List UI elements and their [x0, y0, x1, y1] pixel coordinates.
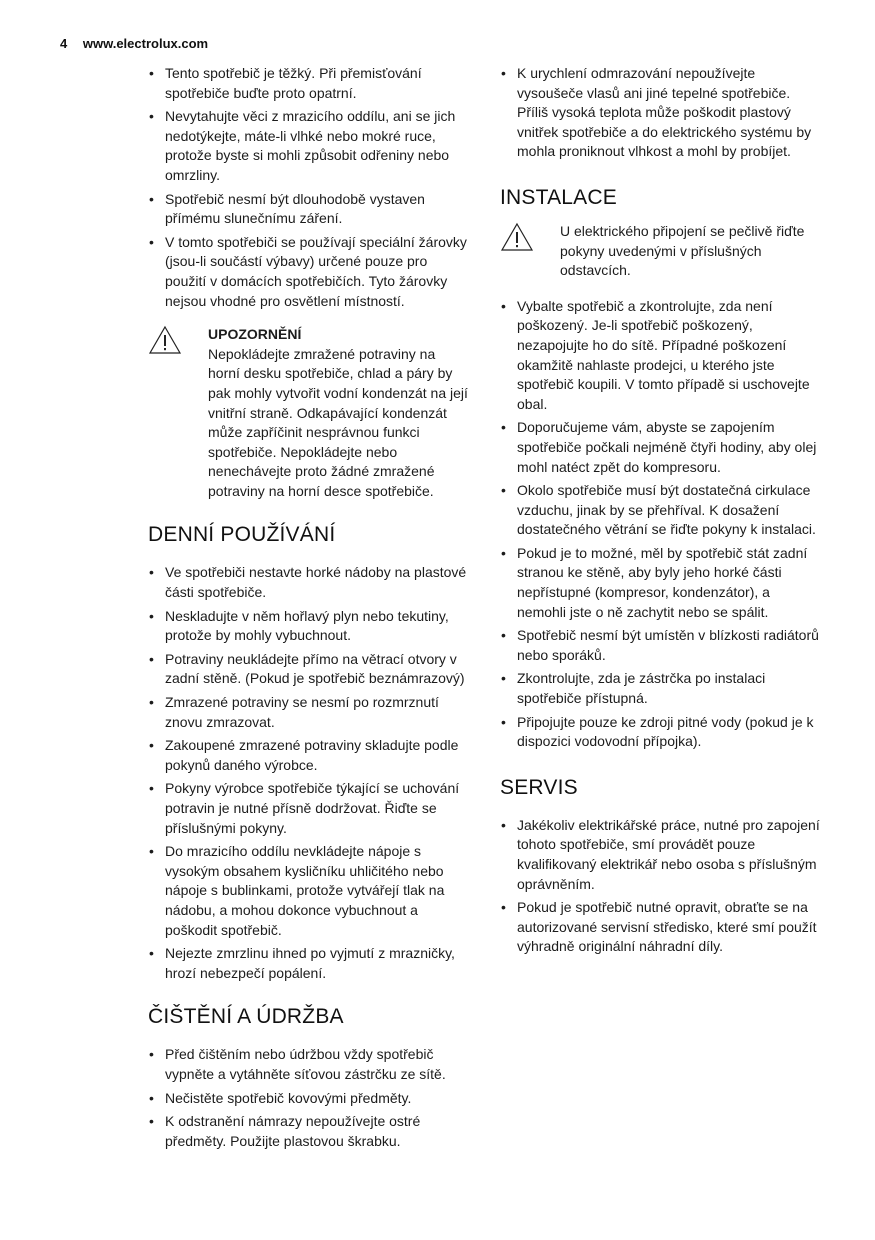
service-list: [500, 816, 822, 957]
daily-use-list: [148, 563, 470, 983]
list-item: • Okolo spotřebiče musí být dostatečná cirkulace vzduchu, jinak by se přehříval. K dosažení dostatečného větrání se řiďte pokyny k instalaci.: [500, 481, 822, 540]
list-item: • Připojujte pouze ke zdroji pitné vody (pokud je k dispozici vodovodní přípojka).: [500, 713, 822, 752]
list-item: • Nevytahujte věci z mrazicího oddílu, ani se jich nedotýkejte, máte-li vlhké nebo mokré ruce, protože byste si mohli způsobit odřeniny nebo omrzliny.: [148, 107, 470, 185]
site-url: www.electrolux.com: [82, 36, 209, 51]
list-item: • Spotřebič nesmí být dlouhodobě vystaven přímému slunečnímu záření.: [148, 190, 470, 229]
right-column: [500, 64, 822, 961]
list-item: • Potraviny neukládejte přímo na větrací otvory v zadní stěně. (Pokud je spotřebič beznámrazový): [148, 650, 470, 689]
page-number: 4: [60, 36, 68, 51]
list-item: • K urychlení odmrazování nepoužívejte vysoušeče vlasů ani jiné tepelné spotřebiče. Příliš vysoká teplota může poškodit plastový vnitřek spotřebiče a do elektrického systému by mohla proniknout vlhkost a mohl by probíjet.: [500, 64, 822, 162]
list-item: • Pokud je spotřebič nutné opravit, obraťte se na autorizované servisní středisko, které smí použít výhradně originální náhradní díly.: [500, 898, 822, 957]
list-item: • Zakoupené zmrazené potraviny skladujte podle pokynů daného výrobce.: [148, 736, 470, 775]
list-item: • Před čištěním nebo údržbou vždy spotřebič vypněte a vytáhněte síťovou zástrčku ze sítě.: [148, 1045, 470, 1084]
page-header: [60, 36, 208, 51]
section-title-installation: INSTALACE: [500, 185, 617, 209]
section-title-cleaning: ČIŠTĚNÍ A ÚDRŽBA: [148, 1005, 344, 1029]
warning-triangle-icon: [500, 222, 560, 281]
installation-list: [500, 297, 822, 752]
warning-text: Nepokládejte zmražené potraviny na horní desku spotřebiče, chlad a páry by pak mohly vytvořit vodní kondenzát na její vnitřní straně. Odkapávající kondenzát může zapříčinit nesprávnou funkci spotřebiče. Nepokládejte nebo nenechávejte proto žádné zmražené potraviny na horní desce spotřebiče.: [208, 345, 468, 499]
section-title-service: SERVIS: [500, 775, 578, 799]
warning-title: UPOZORNĚNÍ: [208, 326, 302, 343]
warning-notice: [148, 325, 470, 501]
list-item: • Nečistěte spotřebič kovovými předměty.: [148, 1089, 470, 1109]
installation-warning: [500, 222, 822, 281]
list-item: • K odstranění námrazy nepoužívejte ostré předměty. Použijte plastovou škrabku.: [148, 1112, 470, 1151]
section-title-daily-use: DENNÍ POUŽÍVÁNÍ: [148, 523, 336, 547]
list-item: • Ve spotřebiči nestavte horké nádoby na plastové části spotřebiče.: [148, 563, 470, 602]
safety-list: [148, 64, 470, 311]
defrost-list: [500, 64, 822, 162]
list-item: • Do mrazicího oddílu nevkládejte nápoje s vysokým obsahem kysličníku uhličitého nebo nápoje s bublinkami, protože vytvářejí tlak na nádobu, a mohou dokonce vybuchnout a poškodit spotřebič.: [148, 842, 470, 940]
list-item: • Spotřebič nesmí být umístěn v blízkosti radiátorů nebo sporáků.: [500, 626, 822, 665]
list-item: • Zmrazené potraviny se nesmí po rozmrznutí znovu zmrazovat.: [148, 693, 470, 732]
left-column: [148, 64, 470, 1155]
list-item: • Nejezte zmrzlinu ihned po vyjmutí z mrazničky, hrozí nebezpečí popálení.: [148, 944, 470, 983]
list-item: • Neskladujte v něm hořlavý plyn nebo tekutiny, protože by mohly vybuchnout.: [148, 607, 470, 646]
cleaning-list: [148, 1045, 470, 1151]
list-item: • Zkontrolujte, zda je zástrčka po instalaci spotřebiče přístupná.: [500, 669, 822, 708]
list-item: • Pokyny výrobce spotřebiče týkající se uchování potravin je nutné přísně dodržovat. Řiďte se příslušnými pokyny.: [148, 779, 470, 838]
list-item: • Doporučujeme vám, abyste se zapojením spotřebiče počkali nejméně čtyři hodiny, aby olej mohl natéct zpět do kompresoru.: [500, 418, 822, 477]
list-item: • V tomto spotřebiči se používají speciální žárovky (jsou-li součástí výbavy) určené pouze pro použití v domácích spotřebičích. Tyto žárovky nejsou vhodné pro osvětlení místností.: [148, 233, 470, 311]
installation-warning-text: U elektrického připojení se pečlivě řiďte pokyny uvedenými v příslušných odstavcích.: [560, 222, 805, 279]
list-item: • Jakékoliv elektrikářské práce, nutné pro zapojení tohoto spotřebiče, smí provádět pouze kvalifikovaný elektrikář nebo osoba s příslušným oprávněním.: [500, 816, 822, 894]
list-item: • Tento spotřebič je těžký. Při přemisťování spotřebiče buďte proto opatrní.: [148, 64, 470, 103]
warning-triangle-icon: [148, 325, 208, 501]
list-item: • Vybalte spotřebič a zkontrolujte, zda není poškozený. Je-li spotřebič poškozený, nezapojujte ho do sítě. Případné poškození okamžitě nahlaste prodejci, u kterého jste spotřebič koupili. V tomto případě si uschovejte obal.: [500, 297, 822, 415]
list-item: • Pokud je to možné, měl by spotřebič stát zadní stranou ke stěně, aby byly jeho horké části nepřístupné (kompresor, kondenzátor), a nemohli jste o ně zachytit nebo se spálit.: [500, 544, 822, 622]
